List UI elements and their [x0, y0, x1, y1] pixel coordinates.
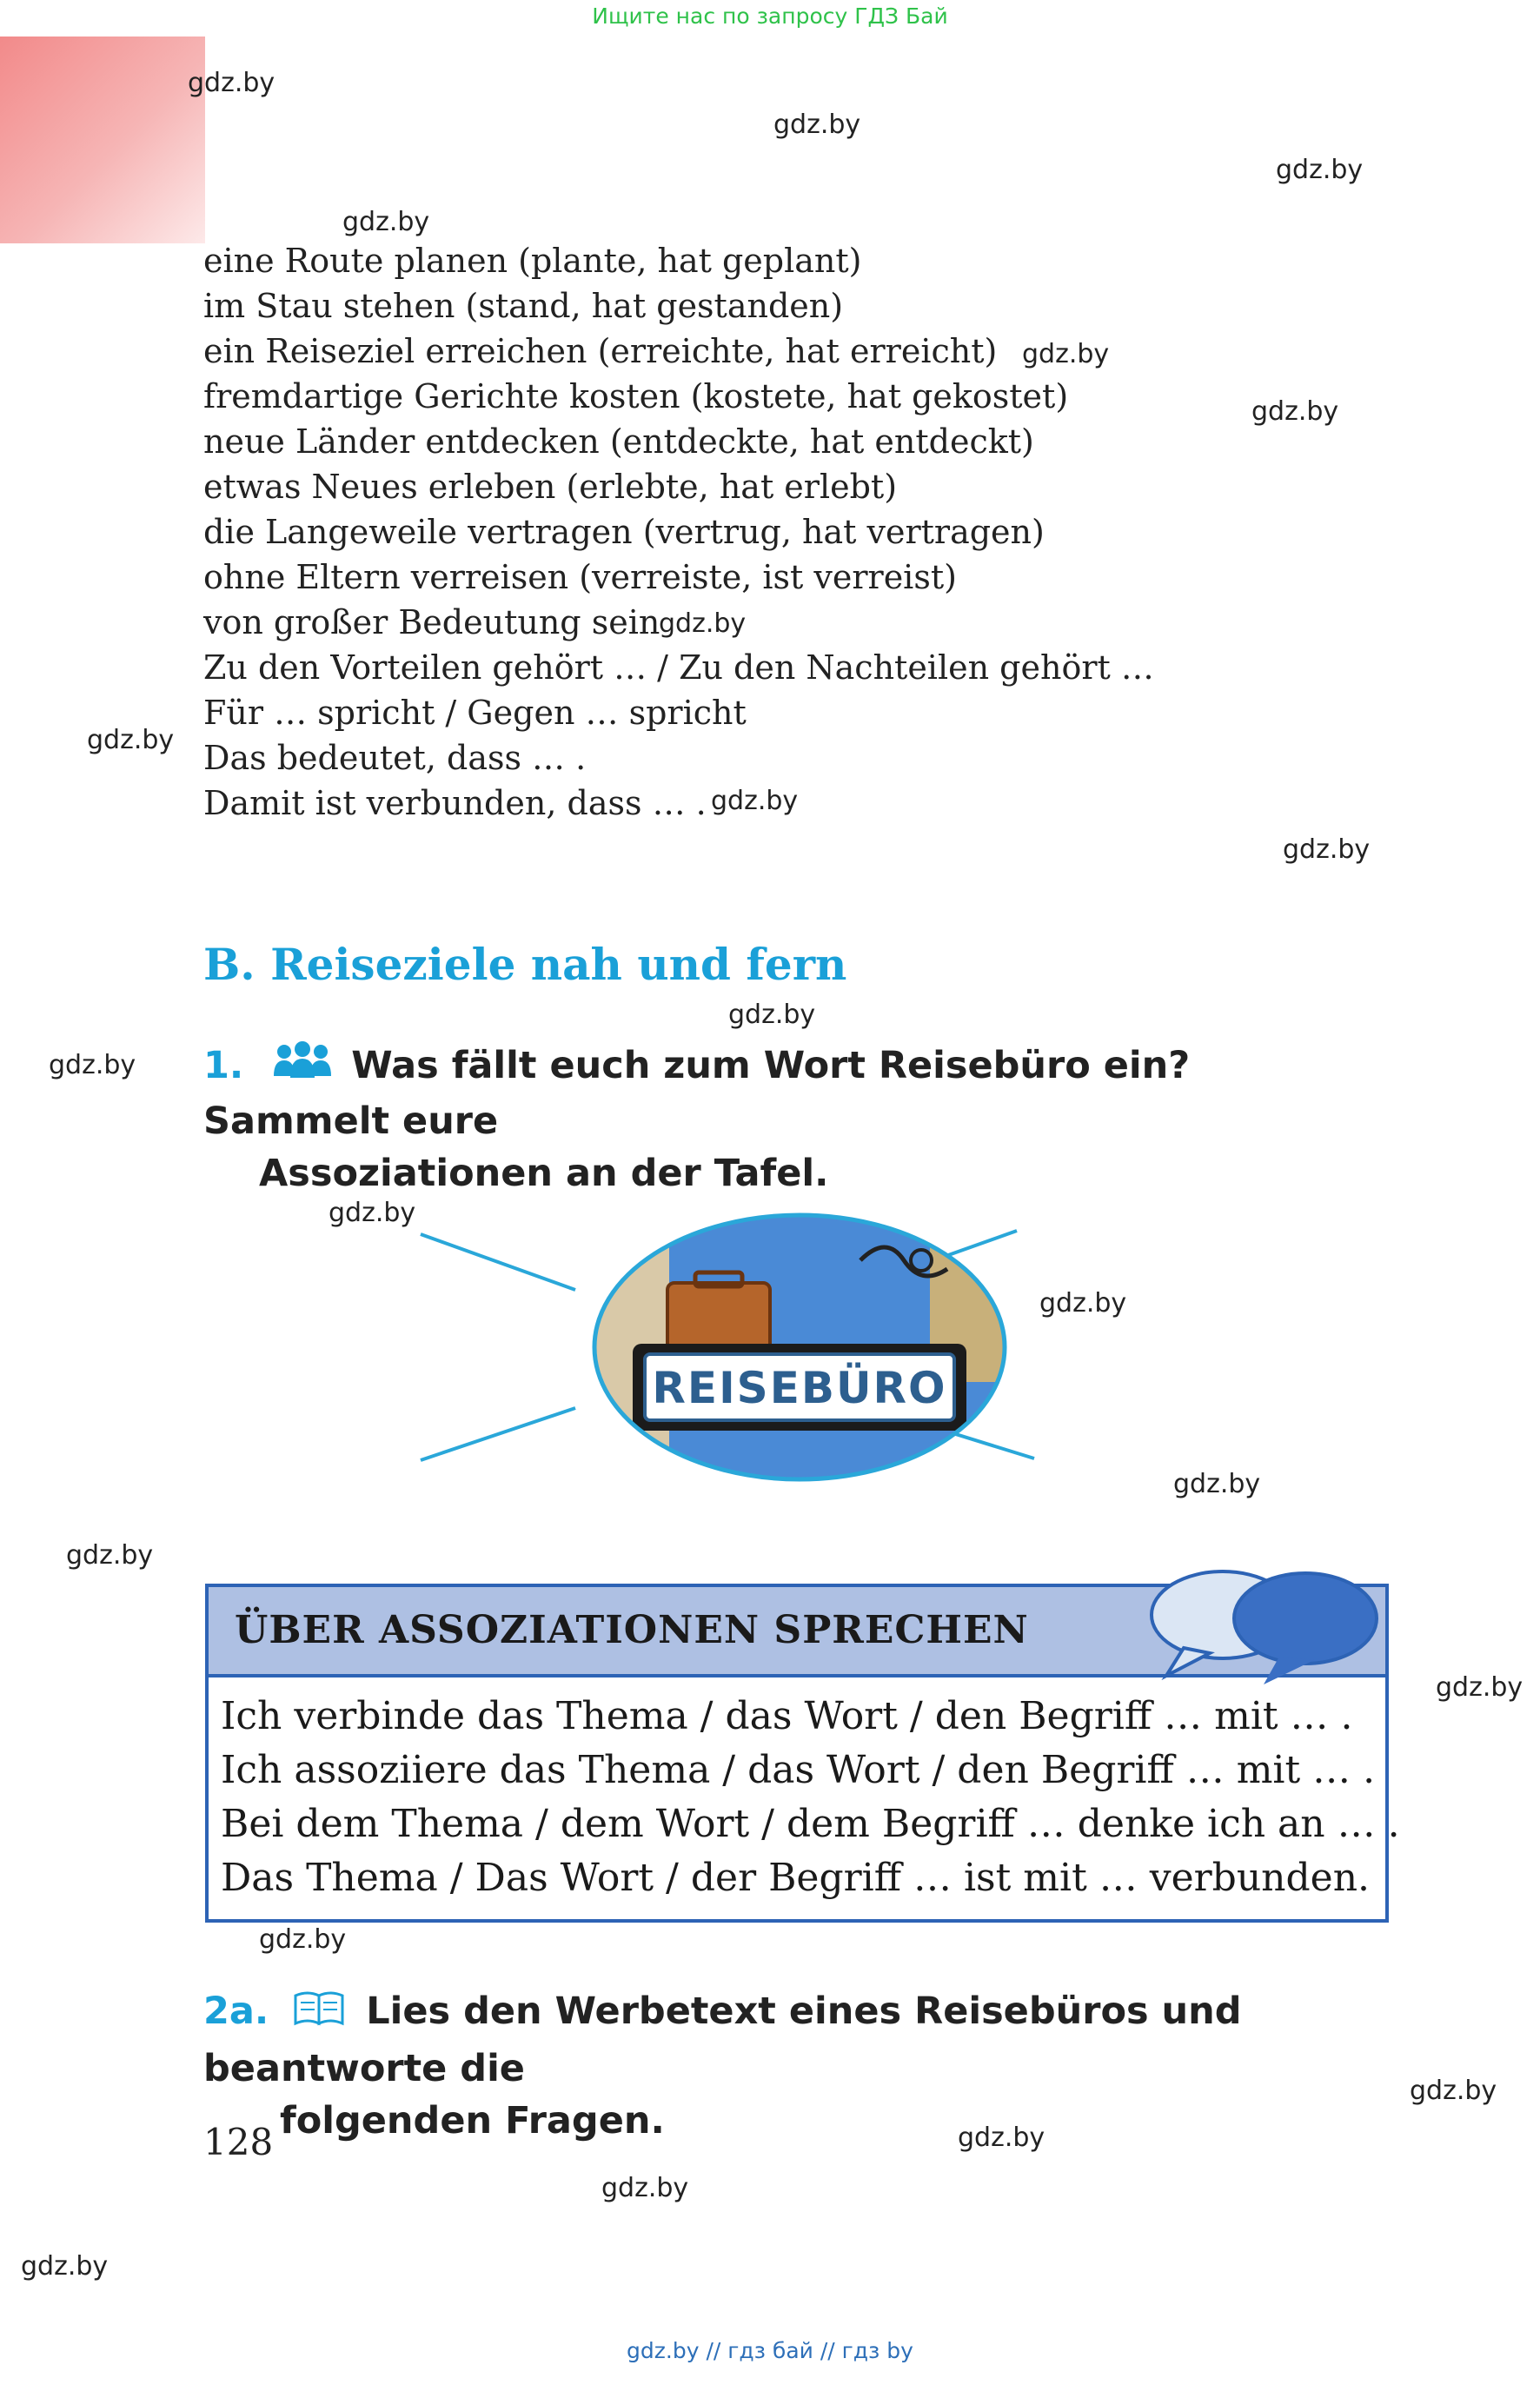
phrase-item: im Stau stehen (stand, hat gestanden): [203, 287, 844, 325]
group-icon: [272, 1041, 333, 1095]
phrase-item: Für … spricht / Gegen … spricht: [203, 694, 747, 732]
watermark: gdz.by: [1039, 1288, 1127, 1319]
watermark: gdz.by: [188, 68, 275, 98]
watermark: gdz.by: [87, 725, 175, 755]
task-text: Was fällt euch zum Wort Reisebüro ein? Sammelt eure: [203, 1044, 1191, 1143]
watermark: gdz.by: [1283, 834, 1371, 865]
watermark: gdz.by: [773, 110, 861, 140]
footer-links[interactable]: gdz.by // гдз бай // гдз by: [627, 2338, 913, 2363]
watermark: gdz.by: [711, 786, 799, 816]
watermark: gdz.by: [49, 1050, 136, 1080]
phrase-item: ohne Eltern verreisen (verreiste, ist verreist): [203, 558, 957, 596]
task-2a: [203, 1985, 1385, 2147]
box-line: Bei dem Thema / dem Wort / dem Begriff … denke ich an … .: [221, 1802, 1400, 1846]
watermark: gdz.by: [958, 2123, 1045, 2153]
speech-bubble-icon: [1149, 1563, 1384, 1686]
task-text-line2: folgenden Fragen.: [280, 2099, 665, 2143]
top-banner: Ищите нас по запросу ГДЗ Бай: [592, 3, 948, 29]
task-number: 1.: [203, 1044, 244, 1087]
box-title: ÜBER ASSOZIATIONEN SPRECHEN: [235, 1608, 1029, 1652]
phrase-item: etwas Neues erleben (erlebte, hat erlebt): [203, 468, 898, 506]
watermark: gdz.by: [1410, 2076, 1497, 2106]
book-icon: [292, 1989, 346, 2043]
corner-decoration: [0, 37, 205, 243]
watermark: gdz.by: [259, 1924, 347, 1955]
watermark: gdz.by: [66, 1540, 154, 1571]
association-diagram: [408, 1199, 1191, 1495]
phrase-item: fremdartige Gerichte kosten (kostete, hat gekostet): [203, 377, 1069, 415]
phrase-item: ein Reiseziel erreichen (erreichte, hat erreicht): [203, 332, 998, 370]
page-number: 128: [203, 2121, 274, 2163]
phrase-item: von großer Bedeutung sein: [203, 603, 660, 641]
box-line: Ich assoziiere das Thema / das Wort / den Begriff … mit … .: [221, 1748, 1376, 1792]
section-title: B. Reiseziele nah und fern: [203, 939, 847, 990]
watermark: gdz.by: [329, 1198, 416, 1228]
watermark: gdz.by: [1022, 339, 1110, 369]
task-text: Lies den Werbetext eines Reisebüros und beantworte die: [203, 1990, 1242, 2090]
phrase-item: eine Route planen (plante, hat geplant): [203, 242, 862, 280]
phrase-item: neue Länder entdecken (entdeckte, hat entdeckt): [203, 422, 1034, 461]
task-1: [203, 1040, 1385, 1199]
box-body: [221, 1690, 1400, 1905]
watermark: gdz.by: [1276, 155, 1364, 185]
phrase-item: Zu den Vorteilen gehört … / Zu den Nachteilen gehört …: [203, 648, 1154, 687]
watermark: gdz.by: [728, 1000, 816, 1030]
watermark: gdz.by: [601, 2173, 689, 2203]
watermark: gdz.by: [342, 207, 430, 237]
phrase-item: Das bedeutet, dass … .: [203, 739, 587, 777]
box-line: Das Thema / Das Wort / der Begriff … ist mit … verbunden.: [221, 1856, 1371, 1900]
watermark: gdz.by: [659, 608, 747, 639]
reisebuero-sign-text: REISEBÜRO: [652, 1363, 947, 1413]
phrase-list: [203, 238, 1154, 826]
watermark: gdz.by: [1436, 1672, 1523, 1703]
task-text-line2: Assoziationen an der Tafel.: [259, 1152, 829, 1195]
phrase-item: Damit ist verbunden, dass … .: [203, 784, 707, 822]
phrase-item: die Langeweile vertragen (vertrug, hat vertragen): [203, 513, 1045, 551]
box-line: Ich verbinde das Thema / das Wort / den Begriff … mit … .: [221, 1694, 1353, 1738]
watermark: gdz.by: [21, 2251, 109, 2282]
task-number: 2a.: [203, 1990, 269, 2033]
watermark: gdz.by: [1251, 396, 1339, 427]
watermark: gdz.by: [1173, 1469, 1261, 1499]
